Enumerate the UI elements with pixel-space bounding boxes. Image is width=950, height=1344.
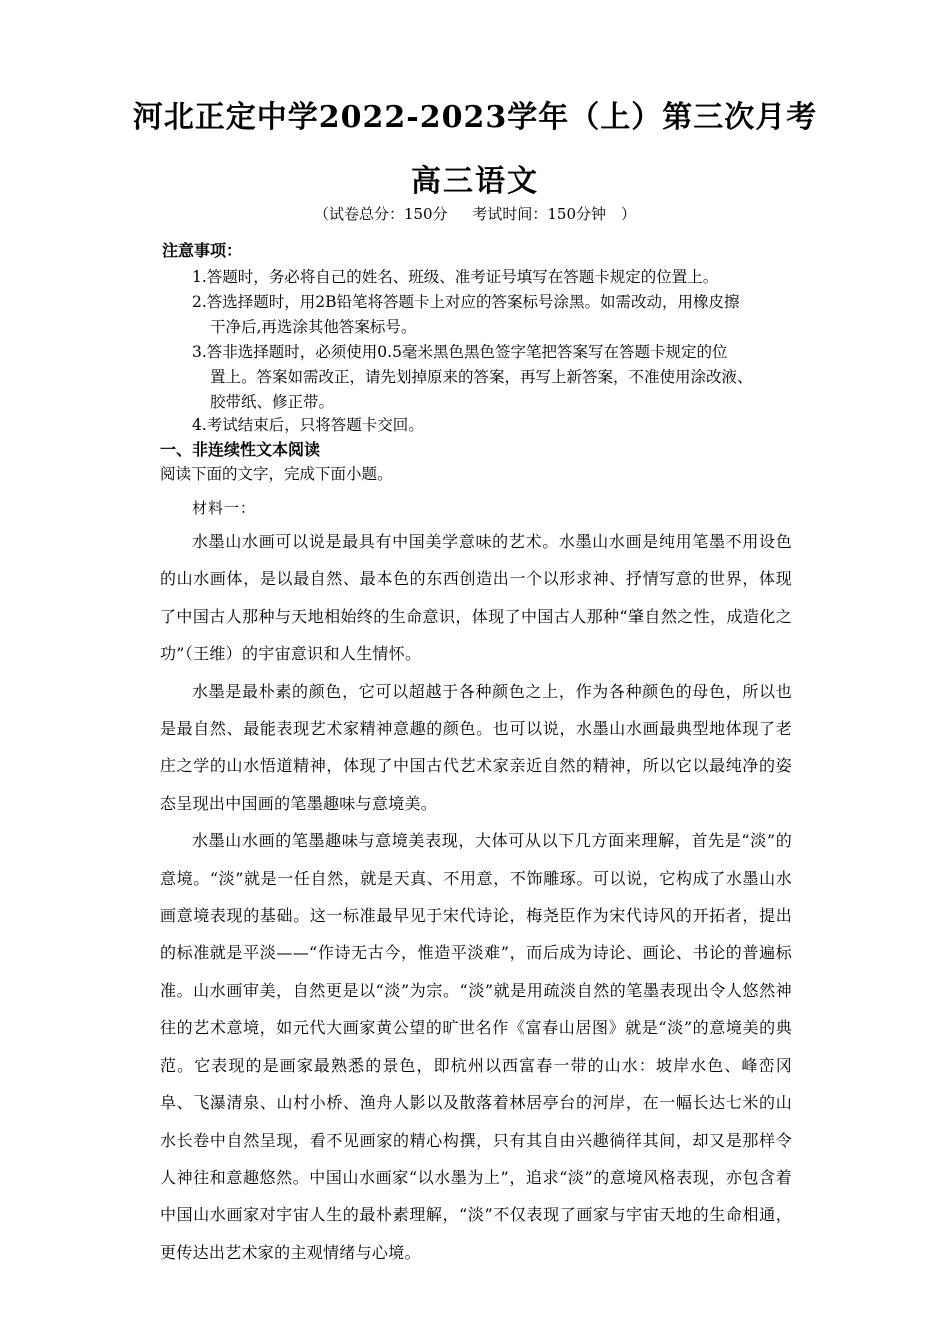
notice-item: 4.考试结束后，只将答题卡交回。 — [192, 416, 424, 434]
section-heading: 一、非连续性文本阅读 — [160, 440, 321, 459]
exam-title: 河北正定中学2022-2023学年（上）第三次月考 — [132, 100, 818, 135]
material-body — [160, 523, 792, 1271]
paragraph: 水墨是最朴素的颜色，它可以超越于各种颜色之上，作为各种颜色的母色，所以也是最自然、最能表现艺术家精神意趣的颜色。也可以说，水墨山水画最典型地体现了老庄之学的山水悟道精神，体现了中国古代艺术家亲近自然的精神，所以它以最纯净的姿态呈现出中国画的笔墨趣味与意境美。 — [160, 681, 792, 813]
total-score: （试卷总分：150分 — [313, 205, 448, 223]
exam-time: 考试时间：150分钟 ） — [472, 205, 637, 223]
section-instruction: 阅读下面的文字，完成下面小题。 — [160, 465, 393, 483]
notice-item: 干净后,再选涂其他答案标号。 — [210, 318, 417, 336]
notice-item: 置上。答案如需改正，请先划掉原来的答案，再写上新答案，不准使用涂改液、 — [210, 368, 753, 386]
material-label: 材料一： — [192, 499, 257, 517]
exam-meta — [0, 203, 950, 224]
notice-item: 1.答题时，务必将自己的姓名、班级、准考证号填写在答题卡规定的位置上。 — [192, 268, 719, 286]
notice-item: 3.答非选择题时，必须使用0.5毫米黑色黑色签字笔把答案写在答题卡规定的位 — [192, 343, 728, 361]
notice-item: 胶带纸、修正带。 — [210, 393, 335, 411]
paragraph: 水墨山水画可以说是最具有中国美学意味的艺术。水墨山水画是纯用笔墨不用设色的山水画体，是以最自然、最本色的东西创造出一个以形求神、抒情写意的世界，体现了中国古人那种与天地相始终的生命意识，体现了中国古人那种“肇自然之性，成造化之功”（王维）的宇宙意识和人生情怀。 — [160, 532, 792, 664]
paragraph: 水墨山水画的笔墨趣味与意境美表现，大体可从以下几方面来理解，首先是“淡”的意境。“淡”就是一任自然，就是天真、不用意，不饰雕琢。可以说，它构成了水墨山水画意境表现的基础。这一标准最早见于宋代诗论，梅尧臣作为宋代诗风的开拓者，提出的标准就是平淡——“作诗无古今，惟造平淡难”，而后成为诗论、画论、书论的普遍标准。山水画审美，自然更是以“淡”为宗。“淡”就是用疏淡自然的笔墨表现出令人悠然神往的艺术意境，如元代大画家黄公望的旷世名作《富春山居图》就是“淡”的意境美的典范。它表现的是画家最熟悉的景色，即杭州以西富春一带的山水：坡岸水色、峰峦冈阜、飞瀑清泉、山村小桥、渔舟人影以及散落着林居亭台的河岸，在一幅长达七米的山水长卷中自然呈现，看不见画家的精心构撰，只有其自由兴趣徜徉其间，却又是那样令人神往和意趣悠然。中国山水画家“以水墨为上”，追求“淡”的意境风格表现，亦包含着中国山水画家对宇宙人生的最朴素理解，“淡”不仅表现了画家与宇宙天地的生命相通，更传达出艺术家的主观情绪与心境。 — [160, 831, 792, 1262]
notice-item: 2.答选择题时，用2B铅笔将答题卡上对应的答案标号涂黑。如需改动，用橡皮擦 — [192, 293, 740, 311]
notice-heading: 注意事项： — [162, 241, 243, 260]
exam-subject: 高三语文 — [411, 164, 539, 199]
